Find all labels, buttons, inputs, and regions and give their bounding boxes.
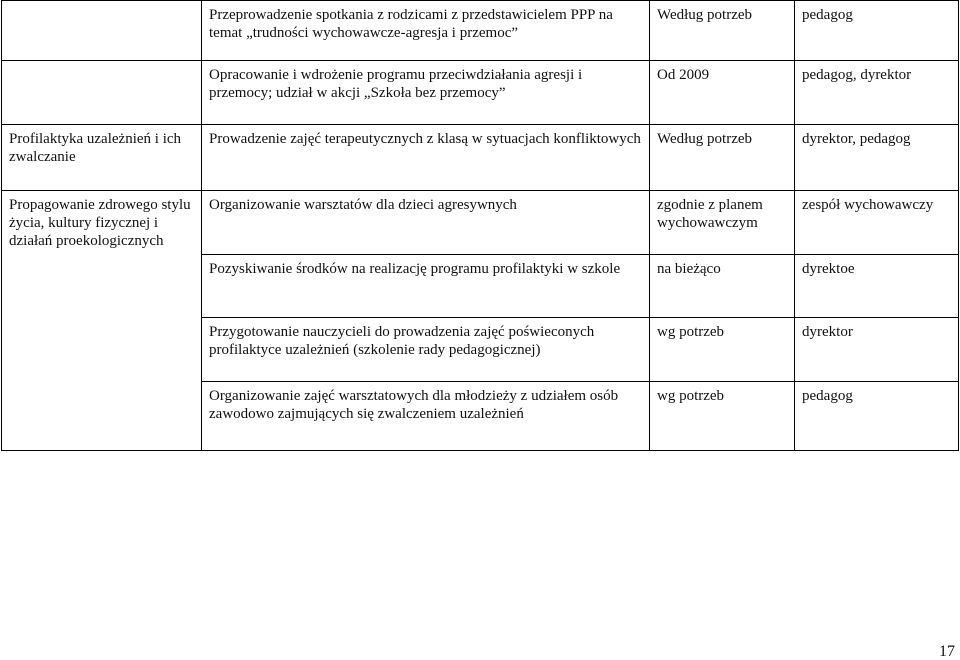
deadline-cell [650, 381, 795, 450]
responsible-cell [795, 61, 959, 125]
task-cell [202, 125, 650, 191]
deadline-text: Według potrzeb [657, 131, 753, 147]
deadline-cell [650, 254, 795, 317]
table-row [2, 317, 959, 381]
deadline-text: Od 2009 [657, 67, 710, 83]
table-row [2, 381, 959, 450]
responsible-cell [795, 191, 959, 255]
responsible-text: dyrektor, pedagog [802, 131, 911, 147]
deadline-cell [650, 317, 795, 381]
task-text: Organizowanie warsztatów dla dzieci agresywnych [209, 197, 517, 213]
table-row [2, 125, 959, 191]
task-text: Prowadzenie zajęć terapeutycznych z klasą w sytuacjach konfliktowych [209, 131, 641, 147]
deadline-cell [650, 61, 795, 125]
deadline-text: na bieżąco [657, 260, 721, 277]
deadline-text: zgodnie z planem wychowawczym [657, 197, 763, 231]
page-number: 17 [939, 643, 955, 660]
task-text: Pozyskiwanie środków na realizację programu profilaktyki w szkole [209, 260, 621, 277]
responsible-text: dyrektoe [802, 260, 855, 277]
deadline-cell [650, 125, 795, 191]
deadline-cell [650, 1, 795, 61]
area-cell [2, 191, 202, 255]
deadline-text: wg potrzeb [657, 387, 725, 404]
responsible-text: pedagog [802, 7, 853, 23]
task-text: Organizowanie zajęć warsztatowych dla młodzieży z udziałem osób zawodowo zajmujących się zwalczeniem uzależnień [209, 387, 619, 422]
area-cell [2, 254, 202, 317]
responsible-text: pedagog [802, 387, 853, 404]
deadline-cell [650, 191, 795, 255]
deadline-text: wg potrzeb [657, 323, 725, 340]
activity-plan-table [1, 0, 959, 451]
table-row [2, 191, 959, 255]
responsible-text: zespół wychowawczy [802, 197, 934, 213]
area-text: Propagowanie zdrowego stylu życia, kultury fizycznej i działań proekologicznych [9, 197, 191, 249]
task-text: Opracowanie i wdrożenie programu przeciwdziałania agresji i przemocy; udział w akcji „Szkoła bez przemocy” [209, 67, 583, 101]
task-cell [202, 61, 650, 125]
table-row [2, 254, 959, 317]
task-cell [202, 381, 650, 450]
deadline-text: Według potrzeb [657, 7, 753, 23]
task-text: Przygotowanie nauczycieli do prowadzenia zajęć poświeconych profilaktyce uzależnień (szkolenie rady pedagogicznej) [209, 323, 595, 358]
task-text: Przeprowadzenie spotkania z rodzicami z przedstawicielem PPP na temat „trudności wychowawcze-agresja i przemoc” [209, 7, 613, 41]
area-text: Profilaktyka uzależnień i ich zwalczanie [9, 131, 182, 165]
table-row [2, 61, 959, 125]
responsible-cell [795, 317, 959, 381]
area-cell [2, 317, 202, 381]
task-cell [202, 1, 650, 61]
responsible-text: pedagog, dyrektor [802, 67, 912, 83]
task-cell [202, 254, 650, 317]
table-row [2, 1, 959, 61]
area-cell [2, 61, 202, 125]
task-cell [202, 191, 650, 255]
responsible-cell [795, 254, 959, 317]
responsible-cell [795, 125, 959, 191]
responsible-cell [795, 1, 959, 61]
area-cell [2, 1, 202, 61]
task-cell [202, 317, 650, 381]
responsible-text: dyrektor [802, 323, 853, 340]
responsible-cell [795, 381, 959, 450]
area-cell [2, 381, 202, 450]
area-cell [2, 125, 202, 191]
